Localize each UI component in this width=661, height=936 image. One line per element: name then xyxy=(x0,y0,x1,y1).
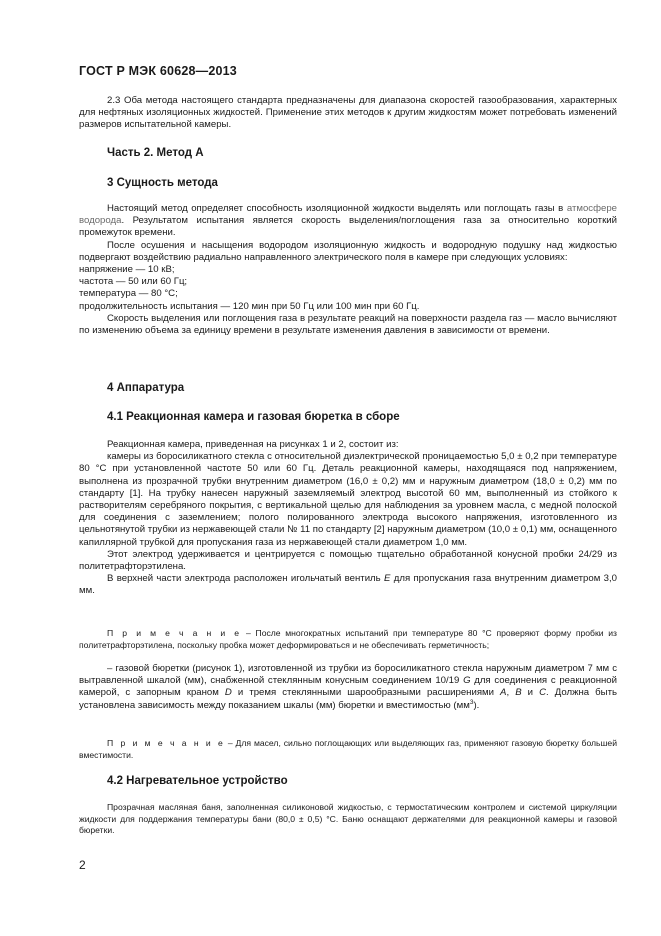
section-4-2-heading: 4.2 Нагревательное устройство xyxy=(107,775,288,787)
clause-2-3-text: 2.3 Оба метода настоящего стандарта предназначены для диапазона скоростей газообразования, характерных для нефтяных изоляционных жидкостей. Применение этих методов к другим жидкостям может потребовать изменений размеров испытательной камеры. xyxy=(79,95,617,131)
burette-text xyxy=(79,663,617,712)
note-1-label: П р и м е ч а н и е xyxy=(107,628,242,638)
s4-p4-part-b: для пропускания газа внутренним диаметром 3,0 мм. xyxy=(79,573,617,597)
section-4-1-paragraph-1: Реакционная камера, приведенная на рисунках 1 и 2, состоит из: xyxy=(107,439,399,450)
bulb-b-label: B xyxy=(515,687,522,699)
part-2-heading: Часть 2. Метод А xyxy=(107,147,204,159)
condition-voltage: напряжение — 10 кВ; xyxy=(79,264,175,276)
burette-part-7: ). xyxy=(473,699,480,711)
s3-p1-part-b: . Результатом испытания является скорость выделения/поглощения газа за относительно короткий промежуток времени. xyxy=(79,215,617,239)
section-4-1-heading: 4.1 Реакционная камера и газовая бюретка в сборе xyxy=(107,411,400,423)
burette-part-5: и xyxy=(521,687,540,699)
bulb-a-label: A xyxy=(500,687,507,699)
stopcock-d-label: D xyxy=(224,687,232,699)
section-4-heading: 4 Аппаратура xyxy=(107,382,185,394)
section-3-heading: 3 Сущность метода xyxy=(107,177,218,189)
clause-2-3 xyxy=(79,95,617,132)
burette-part-1: – газовой бюретки (рисунок 1), изготовленной из трубки из боросиликатного стекла наружным диаметром 7 мм с вытравленной шкалой (мм), снабженной стеклянным конусным соединением 10/19 xyxy=(79,663,617,687)
burette-paragraph xyxy=(79,663,617,712)
hydrogen-atmosphere-link[interactable]: атмосфере водорода xyxy=(79,203,617,227)
page-number: 2 xyxy=(79,858,86,872)
section-4-1-paragraph-4 xyxy=(79,573,617,597)
note-1-text xyxy=(79,628,617,651)
burette-part-6: . Должна быть установлена зависимость между показанием шкалы (мм) бюретки и вместимостью (мм xyxy=(79,687,617,711)
joint-g-label: G xyxy=(463,675,471,687)
section-3-paragraph-3: Скорость выделения или поглощения газа в результате реакций на поверхности раздела газ — масло вычисляют по изменению объема за единицу времени в результате изменения давления в зависимости от времени. xyxy=(79,312,617,337)
valve-e-label: E xyxy=(384,573,391,585)
condition-frequency: частота — 50 или 60 Гц; xyxy=(79,276,188,288)
section-4-1-body xyxy=(79,439,617,598)
section-3-body xyxy=(79,203,617,337)
section-4-1-paragraph-2: камеры из боросиликатного стекла с относительной диэлектрической проницаемостью 5,0 ± 0,2 при температуре 80 °С при установленной частоте 50 или 60 Гц. Деталь реакционной камеры, находящаяся под напряжением, выполнена из прозрачной трубки внутренним диаметром (16,0 ± 0,2) мм и наружным диаметром (18,0 ± 0,2) мм по стандарту [1]. На трубку нанесен наружный заземляемый электрод высотой 60 мм, выполненный из стойкого к растворителям серебряного покрытия, с вертикальной щелью для наблюдения за уровнем масла, с медной полоской для соединения с заземлением; полого полированного электрода высокого напряжения, изготовленного из цельнотянутой трубки из нержавеющей стали № 11 по стандарту [2] наружным диаметром (10,0 ± 0,1) мм, оснащенного капиллярной трубкой для пропускания газа из нержавеющей стали диаметром 1,0 мм. xyxy=(79,451,617,548)
condition-duration: продолжительность испытания — 120 мин при 50 Гц или 100 мин при 60 Гц. xyxy=(79,300,420,312)
burette-part-3: и тремя стеклянными шарообразными расширениями xyxy=(231,687,501,699)
section-4-1-paragraph-3: Этот электрод удерживается и центрируется с помощью тщательно обработанной конусной пробки 24/29 из политетрафторэтилена. xyxy=(79,548,617,573)
section-4-2-body xyxy=(79,802,617,837)
note-2 xyxy=(79,738,617,761)
condition-temperature: температура — 80 °С; xyxy=(79,288,178,300)
bulb-c-label: C xyxy=(539,687,547,699)
section-3-paragraph-1 xyxy=(79,203,617,240)
s3-p1-part-a: Настоящий метод определяет способность изоляционной жидкости выделять или поглощать газы в xyxy=(107,203,567,214)
standard-header: ГОСТ Р МЭК 60628—2013 xyxy=(79,64,237,78)
note-1-body: – После многократных испытаний при температуре 80 °С проверяют форму пробки из политетрафторэтилена, поскольку пробка может деформироваться и не обеспечивать герметичность; xyxy=(79,628,617,650)
cubic-superscript: 3 xyxy=(469,698,474,706)
section-3-paragraph-2: После осушения и насыщения водородом изоляционную жидкость и водородную подушку над жидкостью подвергают воздействию радиально направленного электрического поля в камере при следующих условиях: xyxy=(79,239,617,263)
note-2-text xyxy=(79,738,617,761)
note-2-label: П р и м е ч а н и е xyxy=(107,738,225,748)
section-4-2-paragraph: Прозрачная масляная баня, заполненная силиконовой жидкостью, с термостатическим контролем и системой циркуляции жидкости для поддержания температуры бани (80,0 ± 0,5) °С. Баню оснащают держателями для реакционной камеры и газовой бюретки. xyxy=(79,802,617,835)
note-2-body: – Для масел, сильно поглощающих или выделяющих газ, применяют газовую бюретку большей вместимости. xyxy=(79,738,617,760)
note-1 xyxy=(79,628,617,651)
burette-part-4: , xyxy=(506,687,516,699)
s4-p4-part-a: В верхней части электрода расположен игольчатый вентиль xyxy=(107,573,384,585)
burette-part-2: для соединения с реакционной камерой, с запорным краном xyxy=(79,675,617,699)
